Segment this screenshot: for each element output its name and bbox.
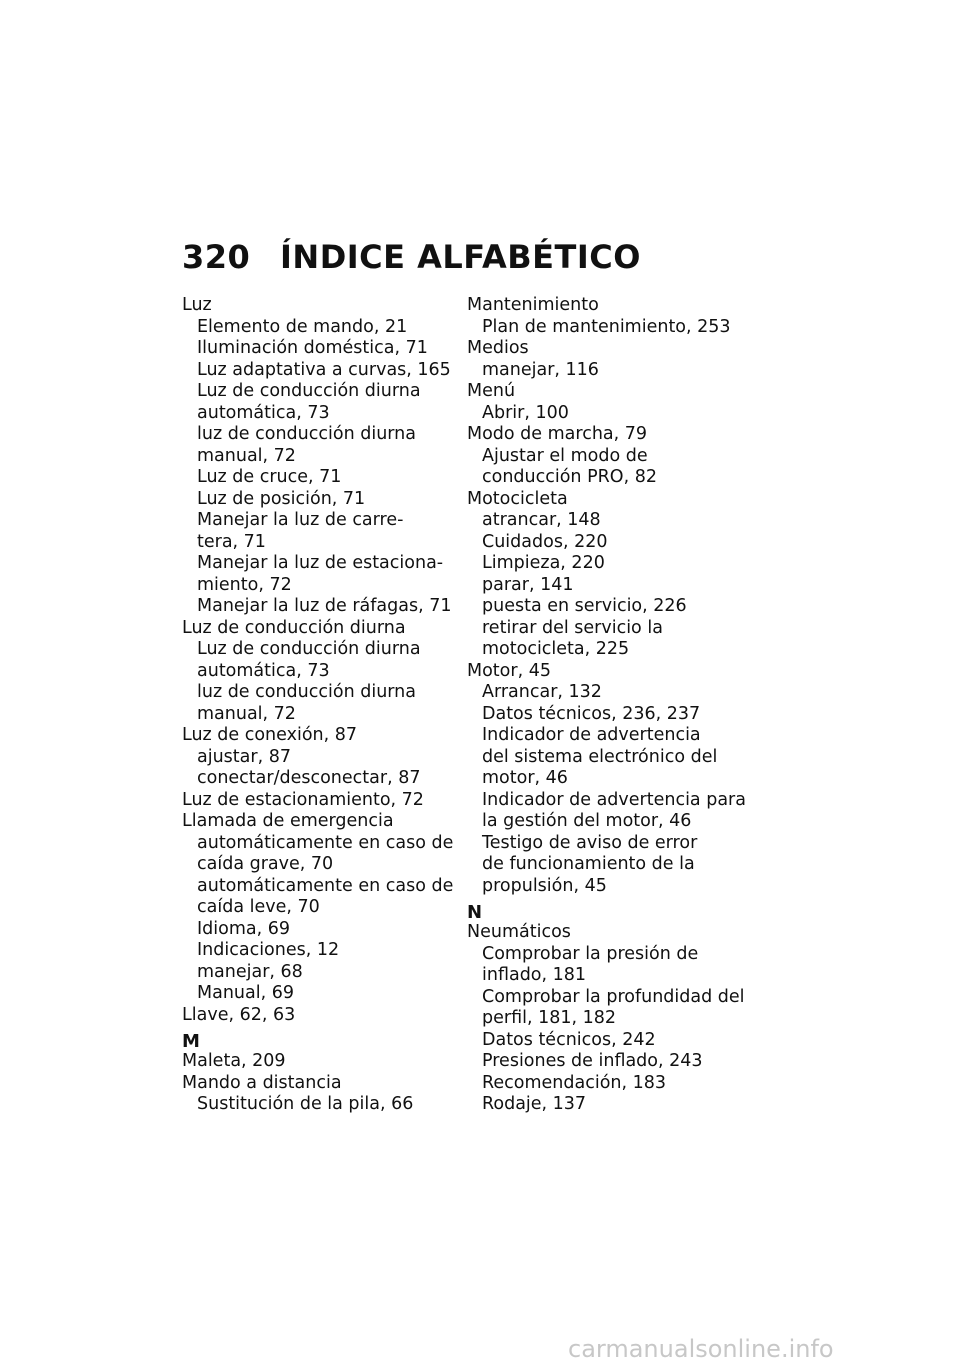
index-subentry-continuation: automática, 73 — [197, 660, 330, 681]
index-subentry-continuation: miento, 72 — [197, 574, 292, 595]
index-subentry-continuation: conducción PRO, 82 — [482, 467, 657, 487]
index-subentry: atrancar, 148 — [482, 510, 601, 530]
index-subentry-continuation: propulsión, 45 — [482, 875, 607, 896]
index-subentry: Ajustar el modo de — [482, 445, 648, 466]
index-entry: Medios — [467, 338, 529, 358]
index-subentry: manejar, 116 — [482, 359, 599, 380]
index-subentry: Luz de conducción diurna — [197, 639, 421, 659]
index-entry: Llave, 62, 63 — [182, 1004, 296, 1025]
index-entry: Luz de conexión, 87 — [182, 725, 358, 745]
index-subentry: manejar, 68 — [197, 961, 303, 982]
index-subentry: Testigo de aviso de error — [482, 832, 698, 853]
index-subentry: Idioma, 69 — [197, 918, 291, 939]
index-subentry: ajustar, 87 — [197, 746, 291, 767]
page-number: 320 — [182, 238, 251, 276]
index-subentry: Manejar la luz de ráfagas, 71 — [197, 596, 452, 616]
index-subentry: Recomendación, 183 — [482, 1072, 667, 1093]
page-title: ÍNDICE ALFABÉTICO — [280, 238, 641, 276]
index-section-letter: N — [467, 902, 483, 923]
index-entry: Luz de estacionamiento, 72 — [182, 789, 424, 810]
index-subentry: puesta en servicio, 226 — [482, 596, 687, 616]
index-subentry: Presiones de inflado, 243 — [482, 1051, 703, 1071]
index-entry: Motor, 45 — [467, 660, 551, 681]
index-subentry: luz de conducción diurna — [197, 682, 416, 702]
index-subentry-continuation: de funcionamiento de la — [482, 854, 695, 874]
index-entry: Llamada de emergencia — [182, 811, 394, 831]
index-subentry: Indicador de advertencia para — [482, 789, 746, 810]
index-subentry: Datos técnicos, 236, 237 — [482, 703, 701, 724]
index-subentry: Indicaciones, 12 — [197, 940, 340, 960]
index-entry: Maleta, 209 — [182, 1051, 286, 1071]
index-subentry: Luz de cruce, 71 — [197, 467, 342, 487]
index-entry: Mando a distancia — [182, 1072, 342, 1093]
index-subentry: Elemento de mando, 21 — [197, 316, 408, 337]
index-subentry: parar, 141 — [482, 574, 574, 595]
index-subentry: Arrancar, 132 — [482, 682, 602, 702]
index-subentry: Cuidados, 220 — [482, 531, 608, 552]
index-entry: Luz de conducción diurna — [182, 617, 406, 638]
index-subentry-continuation: motocicleta, 225 — [482, 639, 630, 659]
index-subentry: Datos técnicos, 242 — [482, 1029, 656, 1050]
index-entry: Neumáticos — [467, 922, 571, 942]
index-subentry: Abrir, 100 — [482, 402, 569, 423]
index-section-letter: M — [182, 1031, 200, 1052]
watermark: carmanualsonline.info — [568, 1335, 834, 1363]
index-subentry-continuation: la gestión del motor, 46 — [482, 811, 692, 831]
index-subentry: Sustitución de la pila, 66 — [197, 1094, 414, 1114]
index-subentry: Manual, 69 — [197, 983, 294, 1003]
index-entry: Luz — [182, 295, 212, 315]
index-subentry: Manejar la luz de carre- — [197, 510, 404, 530]
index-subentry: Iluminación doméstica, 71 — [197, 338, 428, 358]
index-entry: Modo de marcha, 79 — [467, 424, 648, 444]
index-subentry-continuation: motor, 46 — [482, 768, 568, 788]
index-subentry-continuation: perfil, 181, 182 — [482, 1008, 617, 1028]
index-subentry-continuation: manual, 72 — [197, 445, 296, 466]
index-subentry: Limpieza, 220 — [482, 553, 605, 573]
index-entry: Mantenimiento — [467, 295, 599, 315]
page-header — [182, 238, 641, 276]
index-subentry: Indicador de advertencia — [482, 725, 701, 745]
index-subentry-continuation: del sistema electrónico del — [482, 746, 718, 767]
index-column-left — [182, 295, 457, 1116]
index-column-right — [467, 295, 752, 1116]
index-subentry: Comprobar la presión de — [482, 943, 699, 964]
index-subentry: retirar del servicio la — [482, 617, 663, 638]
index-entry: Menú — [467, 381, 516, 401]
index-subentry: automáticamente en caso de — [197, 832, 454, 853]
index-subentry: Luz de posición, 71 — [197, 488, 366, 509]
index-subentry: luz de conducción diurna — [197, 424, 416, 444]
index-subentry: Comprobar la profundidad del — [482, 986, 745, 1007]
index-subentry: conectar/desconectar, 87 — [197, 768, 421, 788]
index-subentry: Luz adaptativa a curvas, 165 — [197, 359, 451, 380]
index-subentry: Luz de conducción diurna — [197, 381, 421, 401]
index-subentry-continuation: tera, 71 — [197, 531, 266, 552]
index-subentry-continuation: automática, 73 — [197, 402, 330, 423]
index-subentry-continuation: caída grave, 70 — [197, 854, 334, 874]
index-subentry-continuation: inflado, 181 — [482, 965, 587, 985]
index-subentry: Plan de mantenimiento, 253 — [482, 316, 731, 337]
index-subentry-continuation: manual, 72 — [197, 703, 296, 724]
index-subentry-continuation: caída leve, 70 — [197, 897, 320, 917]
index-entry: Motocicleta — [467, 488, 568, 509]
index-subentry: Rodaje, 137 — [482, 1094, 587, 1114]
index-subentry: Manejar la luz de estaciona- — [197, 553, 444, 573]
index-subentry: automáticamente en caso de — [197, 875, 454, 896]
